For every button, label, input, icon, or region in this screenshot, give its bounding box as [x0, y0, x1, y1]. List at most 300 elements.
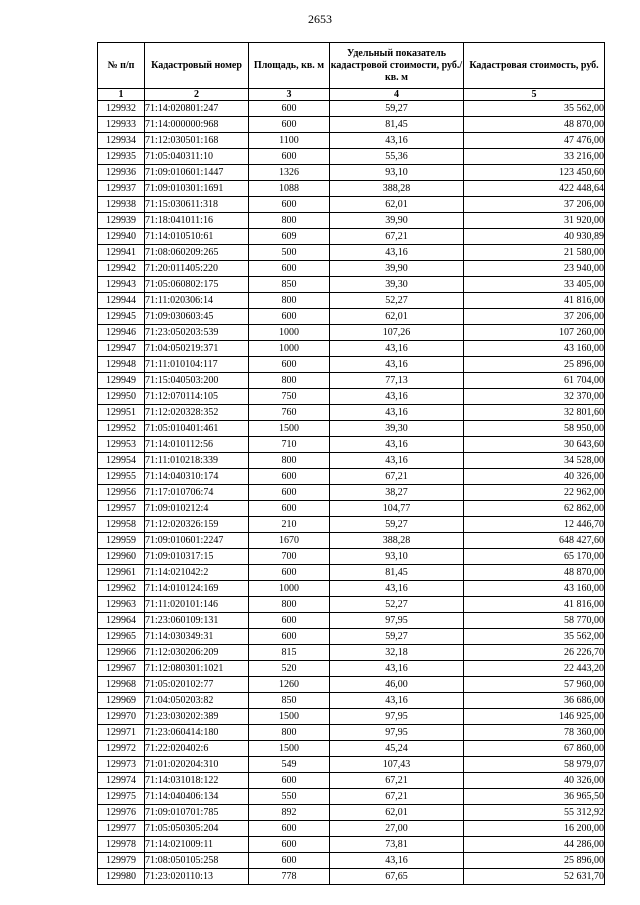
cadastral-number-cell: 71:12:030501:168	[145, 133, 249, 149]
area-cell: 1500	[249, 709, 330, 725]
cadastral-value-cell: 47 476,00	[464, 133, 605, 149]
header-num: № п/п	[98, 43, 145, 89]
area-cell: 800	[249, 373, 330, 389]
cadastral-number-cell: 71:05:010401:461	[145, 421, 249, 437]
row-number-cell: 129961	[98, 565, 145, 581]
table-row	[98, 869, 605, 885]
cadastral-number-cell: 71:05:040311:10	[145, 149, 249, 165]
cadastral-number-cell: 71:23:030202:389	[145, 709, 249, 725]
area-cell: 1260	[249, 677, 330, 693]
cadastral-value-cell: 16 200,00	[464, 821, 605, 837]
unit-rate-cell: 93,10	[330, 165, 464, 181]
cadastral-value-cell: 146 925,00	[464, 709, 605, 725]
unit-rate-cell: 388,28	[330, 533, 464, 549]
area-cell: 850	[249, 693, 330, 709]
cadastral-number-cell: 71:11:020101:146	[145, 597, 249, 613]
row-number-cell: 129960	[98, 549, 145, 565]
area-cell: 600	[249, 773, 330, 789]
row-number-cell: 129964	[98, 613, 145, 629]
row-number-cell: 129966	[98, 645, 145, 661]
unit-rate-cell: 97,95	[330, 613, 464, 629]
cadastral-value-cell: 67 860,00	[464, 741, 605, 757]
cadastral-number-cell: 71:15:040503:200	[145, 373, 249, 389]
row-number-cell: 129941	[98, 245, 145, 261]
cadastral-value-cell: 648 427,60	[464, 533, 605, 549]
area-cell: 600	[249, 261, 330, 277]
cadastral-number-cell: 71:09:010301:1691	[145, 181, 249, 197]
unit-rate-cell: 97,95	[330, 725, 464, 741]
row-number-cell: 129979	[98, 853, 145, 869]
area-cell: 600	[249, 101, 330, 117]
cadastral-number-cell: 71:09:030603:45	[145, 309, 249, 325]
cadastral-value-cell: 44 286,00	[464, 837, 605, 853]
table-row	[98, 197, 605, 213]
area-cell: 1500	[249, 741, 330, 757]
area-cell: 700	[249, 549, 330, 565]
cadastral-number-cell: 71:14:021042:2	[145, 565, 249, 581]
cadastral-value-cell: 33 216,00	[464, 149, 605, 165]
cadastral-value-cell: 22 962,00	[464, 485, 605, 501]
unit-rate-cell: 43,16	[330, 341, 464, 357]
column-number: 5	[464, 89, 605, 101]
row-number-cell: 129954	[98, 453, 145, 469]
table-row	[98, 485, 605, 501]
unit-rate-cell: 62,01	[330, 805, 464, 821]
unit-rate-cell: 43,16	[330, 437, 464, 453]
cadastral-value-cell: 26 226,70	[464, 645, 605, 661]
row-number-cell: 129958	[98, 517, 145, 533]
cadastral-number-cell: 71:09:010601:1447	[145, 165, 249, 181]
table-row	[98, 517, 605, 533]
cadastral-number-cell: 71:14:021009:11	[145, 837, 249, 853]
table-row	[98, 565, 605, 581]
cadastral-number-cell: 71:23:060109:131	[145, 613, 249, 629]
cadastral-number-cell: 71:14:040406:134	[145, 789, 249, 805]
cadastral-value-cell: 41 816,00	[464, 293, 605, 309]
area-cell: 600	[249, 357, 330, 373]
cadastral-number-cell: 71:23:060414:180	[145, 725, 249, 741]
cadastral-number-cell: 71:14:010112:56	[145, 437, 249, 453]
cadastral-value-cell: 55 312,92	[464, 805, 605, 821]
column-number: 4	[330, 89, 464, 101]
row-number-cell: 129943	[98, 277, 145, 293]
row-number-cell: 129975	[98, 789, 145, 805]
unit-rate-cell: 62,01	[330, 197, 464, 213]
cadastral-value-cell: 35 562,00	[464, 101, 605, 117]
area-cell: 600	[249, 629, 330, 645]
table-row	[98, 325, 605, 341]
cadastral-value-cell: 58 950,00	[464, 421, 605, 437]
table-row	[98, 821, 605, 837]
row-number-cell: 129937	[98, 181, 145, 197]
cadastral-number-cell: 71:05:050305:204	[145, 821, 249, 837]
table-row	[98, 389, 605, 405]
cadastral-value-cell: 31 920,00	[464, 213, 605, 229]
table-row	[98, 245, 605, 261]
table-row	[98, 421, 605, 437]
cadastral-value-cell: 25 896,00	[464, 357, 605, 373]
area-cell: 800	[249, 453, 330, 469]
unit-rate-cell: 38,27	[330, 485, 464, 501]
cadastral-number-cell: 71:14:040310:174	[145, 469, 249, 485]
cadastral-value-cell: 37 206,00	[464, 309, 605, 325]
cadastral-value-cell: 57 960,00	[464, 677, 605, 693]
cadastral-value-cell: 58 770,00	[464, 613, 605, 629]
row-number-cell: 129969	[98, 693, 145, 709]
table-row	[98, 693, 605, 709]
cadastral-number-cell: 71:01:020204:310	[145, 757, 249, 773]
area-cell: 600	[249, 149, 330, 165]
area-cell: 600	[249, 821, 330, 837]
unit-rate-cell: 43,16	[330, 661, 464, 677]
table-row	[98, 661, 605, 677]
unit-rate-cell: 52,27	[330, 597, 464, 613]
area-cell: 600	[249, 485, 330, 501]
unit-rate-cell: 43,16	[330, 453, 464, 469]
cadastral-value-cell: 62 862,00	[464, 501, 605, 517]
cadastral-value-cell: 78 360,00	[464, 725, 605, 741]
row-number-cell: 129963	[98, 597, 145, 613]
row-number-cell: 129956	[98, 485, 145, 501]
row-number-cell: 129948	[98, 357, 145, 373]
area-cell: 600	[249, 197, 330, 213]
table-row	[98, 741, 605, 757]
area-cell: 600	[249, 613, 330, 629]
table-row	[98, 277, 605, 293]
table-row	[98, 229, 605, 245]
header-row	[98, 43, 605, 89]
table-row	[98, 709, 605, 725]
area-cell: 210	[249, 517, 330, 533]
unit-rate-cell: 77,13	[330, 373, 464, 389]
cadastral-value-cell: 43 160,00	[464, 581, 605, 597]
column-number: 2	[145, 89, 249, 101]
row-number-cell: 129967	[98, 661, 145, 677]
area-cell: 800	[249, 293, 330, 309]
unit-rate-cell: 67,21	[330, 229, 464, 245]
row-number-cell: 129952	[98, 421, 145, 437]
unit-rate-cell: 43,16	[330, 405, 464, 421]
table-row	[98, 165, 605, 181]
unit-rate-cell: 73,81	[330, 837, 464, 853]
unit-rate-cell: 32,18	[330, 645, 464, 661]
area-cell: 549	[249, 757, 330, 773]
table-row	[98, 309, 605, 325]
row-number-cell: 129957	[98, 501, 145, 517]
page-number: 2653	[308, 12, 332, 26]
area-cell: 815	[249, 645, 330, 661]
unit-rate-cell: 104,77	[330, 501, 464, 517]
cadastral-value-cell: 12 446,70	[464, 517, 605, 533]
row-number-cell: 129951	[98, 405, 145, 421]
area-cell: 600	[249, 565, 330, 581]
unit-rate-cell: 67,21	[330, 469, 464, 485]
unit-rate-cell: 43,16	[330, 389, 464, 405]
cadastral-value-cell: 40 326,00	[464, 773, 605, 789]
cadastral-value-cell: 65 170,00	[464, 549, 605, 565]
cadastral-value-cell: 41 816,00	[464, 597, 605, 613]
table-row	[98, 469, 605, 485]
table-row	[98, 149, 605, 165]
area-cell: 1088	[249, 181, 330, 197]
table-row	[98, 357, 605, 373]
area-cell: 500	[249, 245, 330, 261]
cadastral-value-cell: 33 405,00	[464, 277, 605, 293]
row-number-cell: 129978	[98, 837, 145, 853]
row-number-cell: 129955	[98, 469, 145, 485]
area-cell: 600	[249, 469, 330, 485]
row-number-cell: 129935	[98, 149, 145, 165]
row-number-cell: 129942	[98, 261, 145, 277]
row-number-cell: 129946	[98, 325, 145, 341]
row-number-cell: 129970	[98, 709, 145, 725]
table-row	[98, 213, 605, 229]
table-row	[98, 597, 605, 613]
area-cell: 850	[249, 277, 330, 293]
row-number-cell: 129944	[98, 293, 145, 309]
cadastral-number-cell: 71:14:010124:169	[145, 581, 249, 597]
area-cell: 1100	[249, 133, 330, 149]
cadastral-value-cell: 32 801,60	[464, 405, 605, 421]
unit-rate-cell: 43,16	[330, 693, 464, 709]
unit-rate-cell: 388,28	[330, 181, 464, 197]
area-cell: 710	[249, 437, 330, 453]
table-row	[98, 789, 605, 805]
table-row	[98, 853, 605, 869]
cadastral-number-cell: 71:20:011405:220	[145, 261, 249, 277]
cadastral-number-cell: 71:09:010601:2247	[145, 533, 249, 549]
cadastral-number-cell: 71:09:010317:15	[145, 549, 249, 565]
unit-rate-cell: 43,16	[330, 357, 464, 373]
area-cell: 1000	[249, 341, 330, 357]
area-cell: 1670	[249, 533, 330, 549]
table-row	[98, 453, 605, 469]
cadastral-value-cell: 40 326,00	[464, 469, 605, 485]
row-number-cell: 129962	[98, 581, 145, 597]
area-cell: 892	[249, 805, 330, 821]
area-cell: 600	[249, 309, 330, 325]
cadastral-value-cell: 123 450,60	[464, 165, 605, 181]
table-row	[98, 181, 605, 197]
cadastral-number-cell: 71:09:010701:785	[145, 805, 249, 821]
table-row	[98, 725, 605, 741]
unit-rate-cell: 81,45	[330, 565, 464, 581]
cadastral-value-cell: 61 704,00	[464, 373, 605, 389]
cadastral-number-cell: 71:11:010218:339	[145, 453, 249, 469]
row-number-cell: 129940	[98, 229, 145, 245]
area-cell: 800	[249, 725, 330, 741]
row-number-cell: 129972	[98, 741, 145, 757]
row-number-cell: 129949	[98, 373, 145, 389]
table-row	[98, 437, 605, 453]
unit-rate-cell: 52,27	[330, 293, 464, 309]
cadastral-number-cell: 71:12:020326:159	[145, 517, 249, 533]
cadastral-number-cell: 71:09:010212:4	[145, 501, 249, 517]
area-cell: 520	[249, 661, 330, 677]
area-cell: 550	[249, 789, 330, 805]
cadastral-value-cell: 48 870,00	[464, 117, 605, 133]
unit-rate-cell: 62,01	[330, 309, 464, 325]
column-number-row	[98, 89, 605, 101]
unit-rate-cell: 107,26	[330, 325, 464, 341]
table-row	[98, 613, 605, 629]
cadastral-number-cell: 71:12:070114:105	[145, 389, 249, 405]
row-number-cell: 129980	[98, 869, 145, 885]
cadastral-number-cell: 71:14:020801:247	[145, 101, 249, 117]
cadastral-number-cell: 71:15:030611:318	[145, 197, 249, 213]
cadastral-value-cell: 107 260,00	[464, 325, 605, 341]
unit-rate-cell: 39,90	[330, 261, 464, 277]
area-cell: 1326	[249, 165, 330, 181]
cadastral-number-cell: 71:05:020102:77	[145, 677, 249, 693]
unit-rate-cell: 97,95	[330, 709, 464, 725]
unit-rate-cell: 55,36	[330, 149, 464, 165]
row-number-cell: 129945	[98, 309, 145, 325]
unit-rate-cell: 93,10	[330, 549, 464, 565]
cadastral-value-cell: 43 160,00	[464, 341, 605, 357]
area-cell: 800	[249, 597, 330, 613]
row-number-cell: 129959	[98, 533, 145, 549]
row-number-cell: 129971	[98, 725, 145, 741]
cadastral-value-cell: 40 930,89	[464, 229, 605, 245]
table-row	[98, 293, 605, 309]
cadastral-value-cell: 22 443,20	[464, 661, 605, 677]
table-row	[98, 501, 605, 517]
row-number-cell: 129977	[98, 821, 145, 837]
table-row	[98, 373, 605, 389]
column-number: 1	[98, 89, 145, 101]
unit-rate-cell: 43,16	[330, 245, 464, 261]
row-number-cell: 129938	[98, 197, 145, 213]
cadastral-value-cell: 23 940,00	[464, 261, 605, 277]
cadastral-number-cell: 71:08:050105:258	[145, 853, 249, 869]
cadastral-number-cell: 71:14:000000:968	[145, 117, 249, 133]
unit-rate-cell: 39,90	[330, 213, 464, 229]
cadastral-number-cell: 71:18:041011:16	[145, 213, 249, 229]
unit-rate-cell: 39,30	[330, 421, 464, 437]
header-unit-rate: Удельный показатель кадастровой стоимости, руб./кв. м	[330, 43, 464, 89]
cadastral-number-cell: 71:17:010706:74	[145, 485, 249, 501]
cadastral-value-cell: 422 448,64	[464, 181, 605, 197]
area-cell: 778	[249, 869, 330, 885]
row-number-cell: 129976	[98, 805, 145, 821]
cadastral-number-cell: 71:23:020110:13	[145, 869, 249, 885]
table-row	[98, 405, 605, 421]
area-cell: 600	[249, 853, 330, 869]
cadastral-value-cell: 25 896,00	[464, 853, 605, 869]
cadastral-value-cell: 48 870,00	[464, 565, 605, 581]
table-row	[98, 101, 605, 117]
table-row	[98, 117, 605, 133]
cadastral-number-cell: 71:22:020402:6	[145, 741, 249, 757]
table-row	[98, 581, 605, 597]
row-number-cell: 129932	[98, 101, 145, 117]
table-row	[98, 629, 605, 645]
table-row	[98, 757, 605, 773]
cadastral-value-cell: 35 562,00	[464, 629, 605, 645]
table-row	[98, 773, 605, 789]
unit-rate-cell: 59,27	[330, 517, 464, 533]
table-row	[98, 341, 605, 357]
cadastral-number-cell: 71:11:020306:14	[145, 293, 249, 309]
header-cadastral-value: Кадастровая стоимость, руб.	[464, 43, 605, 89]
area-cell: 1000	[249, 325, 330, 341]
row-number-cell: 129936	[98, 165, 145, 181]
unit-rate-cell: 43,16	[330, 133, 464, 149]
area-cell: 600	[249, 117, 330, 133]
unit-rate-cell: 27,00	[330, 821, 464, 837]
area-cell: 600	[249, 501, 330, 517]
row-number-cell: 129950	[98, 389, 145, 405]
unit-rate-cell: 46,00	[330, 677, 464, 693]
cadastral-value-cell: 36 686,00	[464, 693, 605, 709]
cadastral-value-cell: 37 206,00	[464, 197, 605, 213]
area-cell: 600	[249, 837, 330, 853]
area-cell: 760	[249, 405, 330, 421]
cadastral-value-cell: 30 643,60	[464, 437, 605, 453]
unit-rate-cell: 43,16	[330, 581, 464, 597]
cadastral-number-cell: 71:14:010510:61	[145, 229, 249, 245]
unit-rate-cell: 67,21	[330, 789, 464, 805]
unit-rate-cell: 45,24	[330, 741, 464, 757]
unit-rate-cell: 81,45	[330, 117, 464, 133]
cadastral-value-cell: 52 631,70	[464, 869, 605, 885]
unit-rate-cell: 67,21	[330, 773, 464, 789]
table-row	[98, 837, 605, 853]
table-row	[98, 533, 605, 549]
cadastral-number-cell: 71:04:050219:371	[145, 341, 249, 357]
cadastral-value-cell: 34 528,00	[464, 453, 605, 469]
row-number-cell: 129939	[98, 213, 145, 229]
unit-rate-cell: 107,43	[330, 757, 464, 773]
table-row	[98, 645, 605, 661]
area-cell: 800	[249, 213, 330, 229]
area-cell: 1000	[249, 581, 330, 597]
cadastral-value-cell: 58 979,07	[464, 757, 605, 773]
table-row	[98, 549, 605, 565]
cadastral-number-cell: 71:12:080301:1021	[145, 661, 249, 677]
cadastral-number-cell: 71:08:060209:265	[145, 245, 249, 261]
unit-rate-cell: 67,65	[330, 869, 464, 885]
unit-rate-cell: 43,16	[330, 853, 464, 869]
table-row	[98, 805, 605, 821]
area-cell: 1500	[249, 421, 330, 437]
cadastral-number-cell: 71:04:050203:82	[145, 693, 249, 709]
unit-rate-cell: 59,27	[330, 101, 464, 117]
row-number-cell: 129953	[98, 437, 145, 453]
area-cell: 609	[249, 229, 330, 245]
cadastral-number-cell: 71:05:060802:175	[145, 277, 249, 293]
cadastral-value-cell: 32 370,00	[464, 389, 605, 405]
row-number-cell: 129933	[98, 117, 145, 133]
cadastral-number-cell: 71:11:010104:117	[145, 357, 249, 373]
table-row	[98, 133, 605, 149]
row-number-cell: 129965	[98, 629, 145, 645]
table-row	[98, 261, 605, 277]
table-body	[98, 101, 605, 885]
cadastral-value-table	[97, 42, 605, 885]
cadastral-value-cell: 36 965,50	[464, 789, 605, 805]
cadastral-number-cell: 71:12:020328:352	[145, 405, 249, 421]
row-number-cell: 129934	[98, 133, 145, 149]
cadastral-value-cell: 21 580,00	[464, 245, 605, 261]
cadastral-number-cell: 71:14:030349:31	[145, 629, 249, 645]
row-number-cell: 129974	[98, 773, 145, 789]
row-number-cell: 129947	[98, 341, 145, 357]
area-cell: 750	[249, 389, 330, 405]
cadastral-number-cell: 71:12:030206:209	[145, 645, 249, 661]
header-area: Площадь, кв. м	[249, 43, 330, 89]
